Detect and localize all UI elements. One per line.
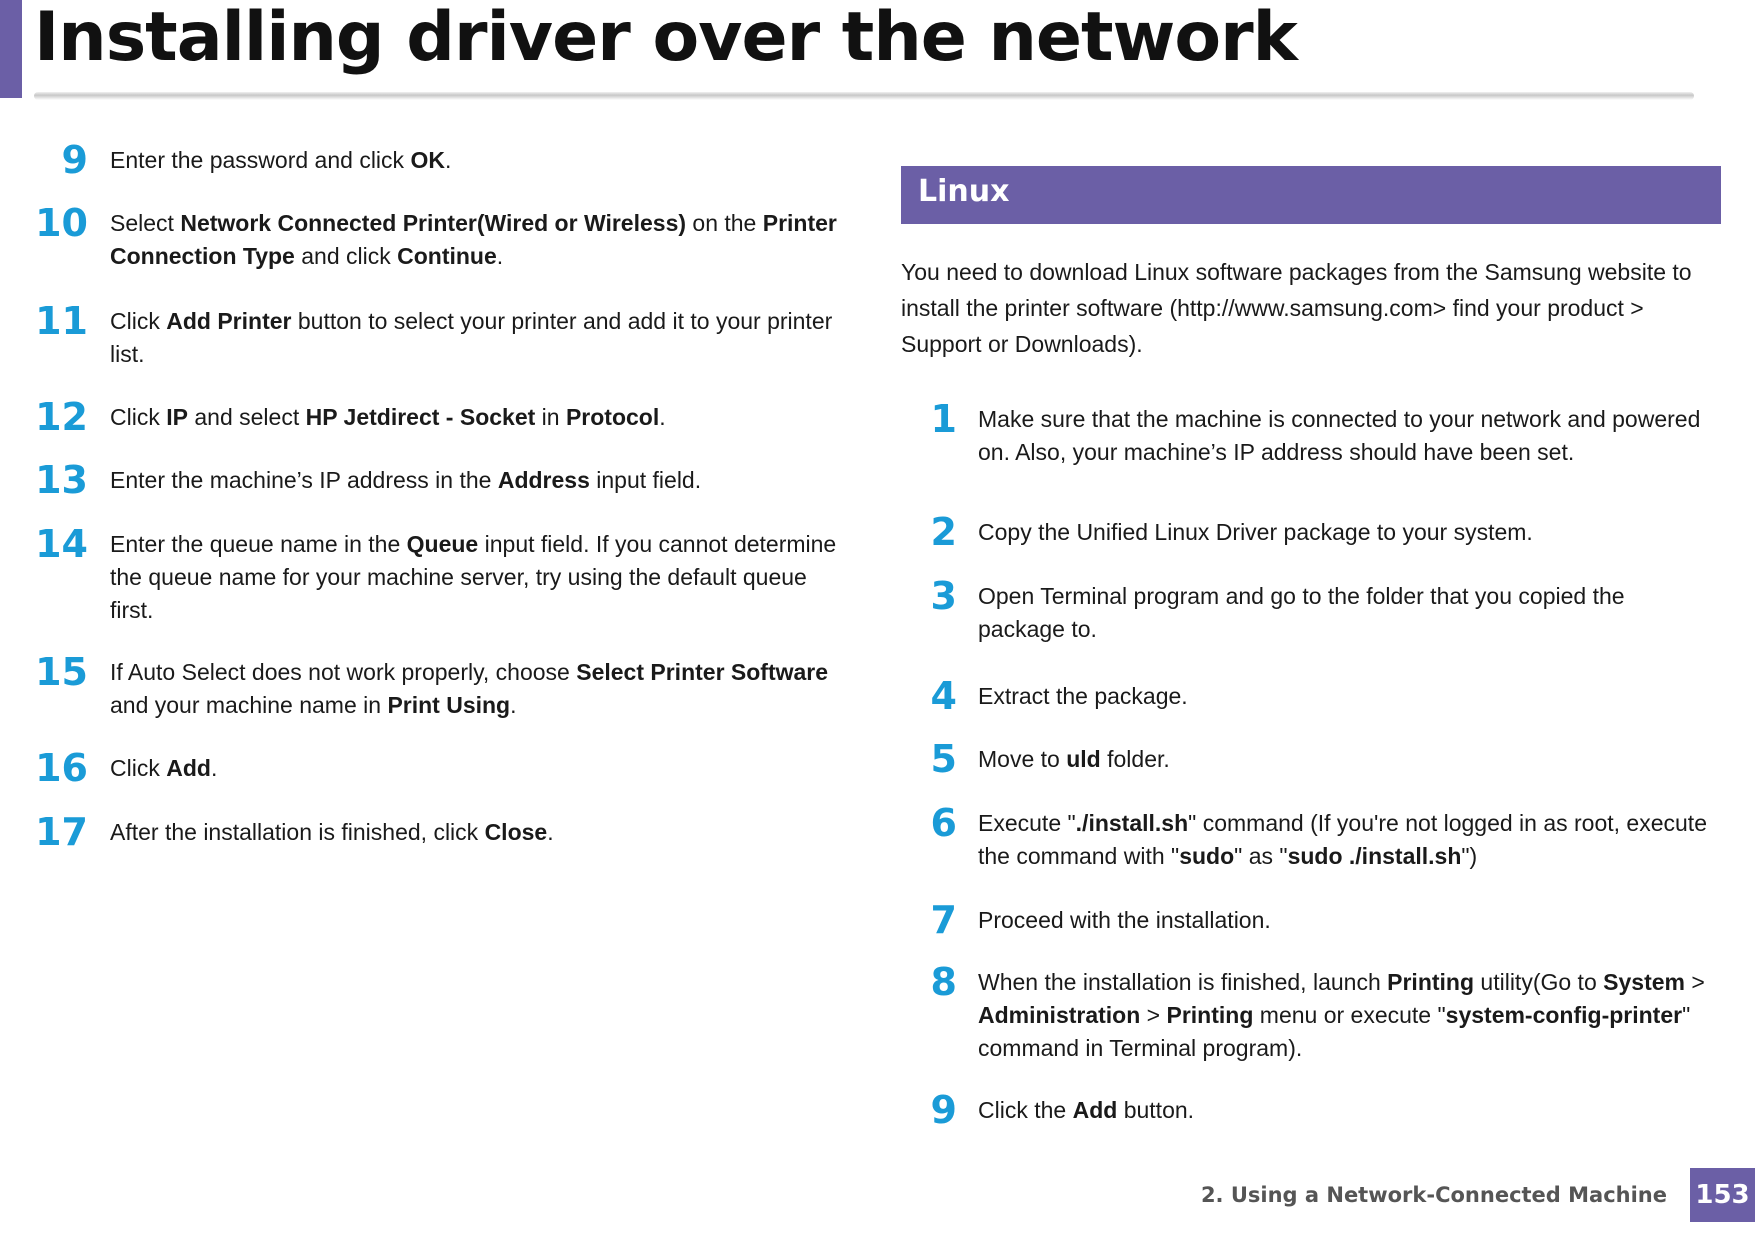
step-number: 10 (35, 201, 88, 245)
step-emphasis: sudo (1179, 843, 1235, 869)
step-text: Execute "./install.sh" command (If you're not logged in as root, execute the command with "sudo" as "sudo ./install.sh") (978, 810, 1707, 869)
step-emphasis: Address (497, 467, 590, 493)
step-emphasis: Add (1072, 1097, 1118, 1123)
step-emphasis: sudo ./install.sh (1287, 843, 1462, 869)
step-number: 12 (35, 395, 88, 439)
step-emphasis: Administration (978, 1002, 1141, 1028)
step-emphasis: Printer Connection Type (110, 210, 837, 269)
linux-intro-paragraph: You need to download Linux software packages from the Samsung website to install the printer software (http://www.samsung.com> find your product > Support or Downloads). (901, 259, 1692, 357)
step-text: Click the Add button. (978, 1097, 1195, 1123)
step-text: Enter the queue name in the Queue input field. If you cannot determine the queue name for your machine server, try using the default queue first. (110, 531, 837, 623)
step-text: Select Network Connected Printer(Wired or Wireless) on the Printer Connection Type and click Continue. (110, 210, 837, 269)
step-emphasis: ./install.sh (1075, 810, 1189, 836)
step-emphasis: Add Printer (166, 308, 292, 334)
step-number: 2 (930, 510, 957, 554)
step-emphasis: Print Using (387, 692, 511, 718)
step-number: 9 (61, 138, 88, 182)
step-emphasis: Network Connected Printer(Wired or Wireless) (180, 210, 687, 236)
step-emphasis: system-config-printer (1445, 1002, 1683, 1028)
step-number: 14 (35, 522, 88, 566)
step-emphasis: Printing (1387, 969, 1475, 995)
step-text: Extract the package. (978, 683, 1188, 709)
linux-section-header (901, 166, 1721, 224)
step-emphasis: Protocol (565, 404, 660, 430)
step-text: Copy the Unified Linux Driver package to your system. (978, 519, 1533, 545)
step-number: 13 (35, 458, 88, 502)
footer-chapter: 2. Using a Network-Connected Machine (1200, 1183, 1667, 1207)
step-text: If Auto Select does not work properly, choose Select Printer Software and your machine name in Print Using. (110, 659, 829, 718)
page-title: Installing driver over the network (34, 0, 1297, 77)
step-text: After the installation is finished, click Close. (110, 819, 554, 845)
step-number: 6 (930, 801, 957, 845)
step-emphasis: HP Jetdirect - Socket (305, 404, 536, 430)
step-number: 16 (35, 746, 88, 790)
step-emphasis: Select Printer Software (576, 659, 829, 685)
page-number-badge: 153 (1690, 1168, 1755, 1222)
step-number: 4 (930, 674, 957, 718)
step-text: Make sure that the machine is connected to your network and powered on. Also, your machine’s IP address should have been set. (978, 406, 1701, 465)
step-text: When the installation is finished, launch Printing utility(Go to System > Administration > Printing menu or execute "system-config-printer" command in Terminal program). (978, 969, 1705, 1061)
step-text: Click Add Printer button to select your printer and add it to your printer list. (110, 308, 833, 367)
step-number: 5 (930, 737, 957, 781)
title-divider (34, 92, 1694, 100)
step-text: Click IP and select HP Jetdirect - Socket in Protocol. (110, 404, 666, 430)
step-emphasis: Continue (397, 243, 497, 269)
step-emphasis: IP (166, 404, 188, 430)
step-number: 1 (930, 397, 957, 441)
title-accent-bar (0, 0, 22, 98)
step-emphasis: Queue (406, 531, 479, 557)
step-emphasis: System (1603, 969, 1685, 995)
step-number: 9 (930, 1088, 957, 1132)
step-emphasis: Add (166, 755, 211, 781)
step-emphasis: Printing (1166, 1002, 1254, 1028)
step-emphasis: uld (1066, 746, 1101, 772)
step-emphasis: OK (410, 147, 445, 173)
linux-section-title: Linux (918, 174, 1010, 209)
step-number: 7 (930, 898, 957, 942)
step-emphasis: Close (484, 819, 548, 845)
step-number: 17 (35, 810, 88, 854)
step-text: Enter the password and click OK. (110, 147, 452, 173)
step-number: 8 (930, 960, 957, 1004)
step-text: Click Add. (110, 755, 218, 781)
step-number: 15 (35, 650, 88, 694)
step-text: Move to uld folder. (978, 746, 1170, 772)
step-number: 3 (930, 574, 957, 618)
step-text: Proceed with the installation. (978, 907, 1271, 933)
step-text: Open Terminal program and go to the folder that you copied the package to. (978, 583, 1625, 642)
step-number: 11 (35, 299, 88, 343)
step-text: Enter the machine’s IP address in the Address input field. (110, 467, 702, 493)
